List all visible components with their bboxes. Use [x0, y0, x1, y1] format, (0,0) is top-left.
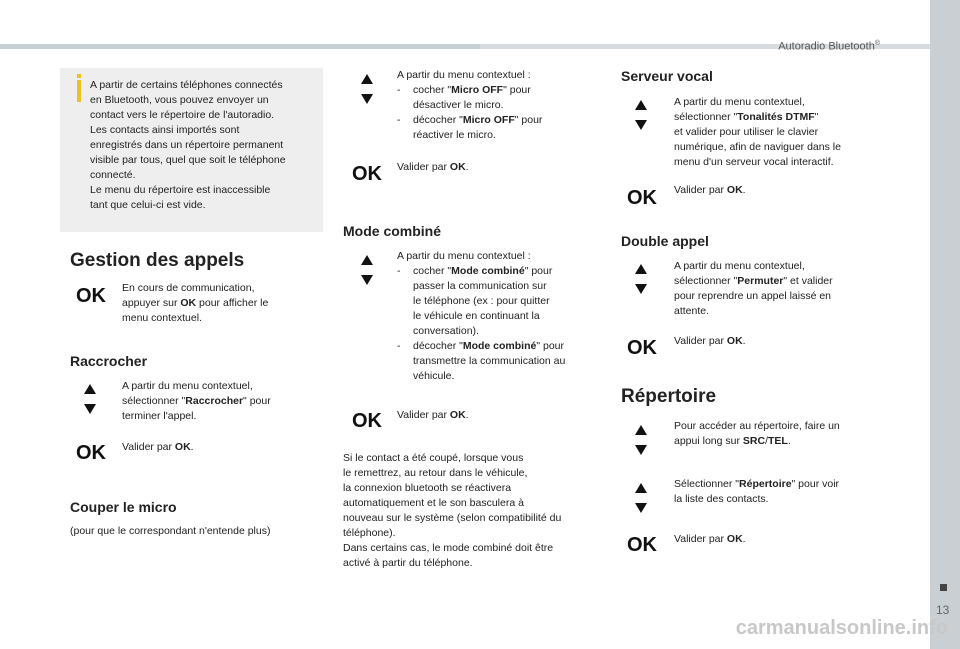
vocal-valider: Valider par OK.	[674, 184, 746, 196]
raccrocher-text: A partir du menu contextuel, sélectionner "Raccrocher" pour terminer l'appel.	[122, 380, 271, 422]
up-down-arrows-icon	[634, 100, 648, 130]
section-title-combine: Mode combiné	[343, 223, 442, 239]
combine-instructions: A partir du menu contextuel : - cocher "Mode combiné" pour passer la communication sur le téléphone (ex : pour quitter le véhicule en continuant la conversation). - décocher "Mode combiné" pour transmettre la communication au véhicule.	[397, 250, 566, 382]
up-down-arrows-icon	[360, 255, 374, 285]
micro-note: (pour que le correspondant n'entende plus)	[70, 525, 271, 537]
combine-valider: Valider par OK.	[397, 409, 469, 421]
reconnect-note: Si le contact a été coupé, lorsque vous le remettrez, au retour dans le véhicule, la connexion bluetooth se réactivera automatiquement et le son basculera à nouveau sur le système (selon compatibilité du téléphone). Dans certains cas, le mode combiné doit être activé à partir du téléphone.	[343, 452, 562, 569]
page-number: 13	[936, 603, 950, 617]
up-down-arrows-icon	[634, 264, 648, 294]
header-rule-light	[0, 44, 480, 49]
section-title-double: Double appel	[621, 233, 709, 249]
section-title-repertoire: Répertoire	[621, 386, 717, 407]
double-text: A partir du menu contextuel, sélectionner "Permuter" et valider pour reprendre un appel laissé en attente.	[674, 260, 833, 317]
ok-icon: OK	[627, 534, 657, 556]
up-down-arrows-icon	[634, 425, 648, 455]
repertoire-select-text: Sélectionner "Répertoire" pour voir la liste des contacts.	[674, 478, 840, 505]
running-header: Autoradio Bluetooth®	[778, 40, 880, 53]
section-title-gestion: Gestion des appels	[70, 250, 245, 271]
section-title-micro: Couper le micro	[70, 499, 177, 515]
page-side-tab	[930, 0, 960, 649]
watermark-brand: carmanualsonline.info	[735, 617, 948, 639]
info-text: A partir de certains téléphones connectés en Bluetooth, vous pouvez envoyer un contact vers le répertoire de l'autoradio. Les contacts ainsi importés sont enregistrés dans un répertoire permanent visible par tous, quel que soit le téléphone connecté. Le menu du répertoire est inaccessible tant que celui-ci est vide.	[90, 79, 286, 211]
ok-icon: OK	[76, 442, 106, 464]
raccrocher-valider: Valider par OK.	[122, 441, 194, 453]
info-icon	[77, 80, 81, 102]
ok-icon: OK	[352, 163, 382, 185]
ok-icon: OK	[627, 337, 657, 359]
up-down-arrows-icon	[83, 384, 97, 414]
section-end-marker	[940, 584, 947, 591]
section-title-raccrocher: Raccrocher	[70, 353, 148, 369]
repertoire-valider: Valider par OK.	[674, 533, 746, 545]
ok-icon: OK	[76, 285, 106, 307]
up-down-arrows-icon	[360, 74, 374, 104]
section-title-vocal: Serveur vocal	[621, 68, 713, 84]
micro-instructions: A partir du menu contextuel : - cocher "Micro OFF" pour désactiver le micro. - décocher "Micro OFF" pour réactiver le micro.	[397, 69, 543, 141]
ok-icon: OK	[352, 410, 382, 432]
repertoire-access-text: Pour accéder au répertoire, faire un appui long sur SRC/TEL.	[674, 420, 840, 447]
micro-valider: Valider par OK.	[397, 161, 469, 173]
gestion-text: En cours de communication, appuyer sur OK pour afficher le menu contextuel.	[122, 282, 269, 324]
ok-icon: OK	[627, 187, 657, 209]
double-valider: Valider par OK.	[674, 335, 746, 347]
up-down-arrows-icon	[634, 483, 648, 513]
vocal-text: A partir du menu contextuel, sélectionner "Tonalités DTMF" et valider pour utiliser le clavier numérique, afin de naviguer dans le menu d'un serveur vocal interactif.	[674, 96, 841, 168]
